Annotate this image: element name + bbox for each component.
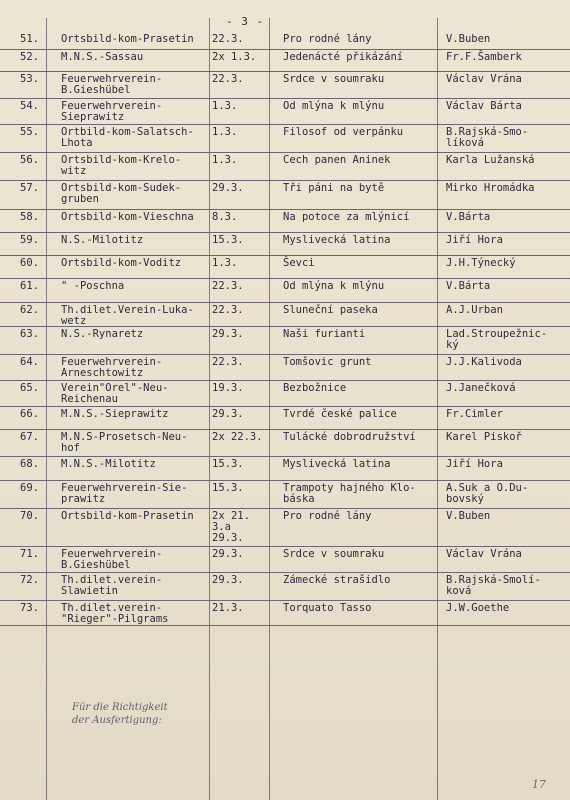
organization: Th.dilet.Verein-Luka- wetz xyxy=(61,304,194,327)
organization: M.N.S.-Sassau xyxy=(61,51,144,63)
table-row xyxy=(0,456,570,481)
play-title: Srdce v soumraku xyxy=(283,73,385,85)
entry-number: 70. xyxy=(20,510,39,522)
entry-number: 71. xyxy=(20,548,39,560)
table-row xyxy=(0,209,570,233)
author-name: A.Suk a O.Du- bovský xyxy=(446,482,529,505)
organization: Feuerwehrverein-Sie- prawitz xyxy=(61,482,188,505)
performance-date: 1.3. xyxy=(212,257,238,269)
organization: M.N.S-Prosetsch-Neu- hof xyxy=(61,431,188,454)
table-row xyxy=(0,572,570,601)
performance-date: 2x 1.3. xyxy=(212,51,257,63)
organization: Feuerwehrverein- B.Gieshübel xyxy=(61,548,163,571)
performance-date: 29.3. xyxy=(212,574,244,586)
organization: M.N.S.-Milotitz xyxy=(61,458,156,470)
performance-date: 15.3. xyxy=(212,458,244,470)
play-title: Trampoty hajného Klo- báska xyxy=(283,482,416,505)
organization: Ortsbild-kom-Voditz xyxy=(61,257,182,269)
performance-date: 15.3. xyxy=(212,482,244,494)
table-row xyxy=(0,71,570,99)
table-row xyxy=(0,49,570,72)
performance-date: 29.3. xyxy=(212,328,244,340)
organization: M.N.S.-Sieprawitz xyxy=(61,408,169,420)
performance-date: 22.3. xyxy=(212,304,244,316)
author-name: Karel Piskoř xyxy=(446,431,522,443)
author-name: Karla Lužanská xyxy=(446,154,535,166)
entry-number: 63. xyxy=(20,328,39,340)
author-name: Jiří Hora xyxy=(446,234,503,246)
play-title: Tvrdé české palice xyxy=(283,408,397,420)
performance-date: 2x 22.3. xyxy=(212,431,263,443)
author-name: J.H.Týnecký xyxy=(446,257,516,269)
play-title: Ševci xyxy=(283,257,315,269)
author-name: Mirko Hromádka xyxy=(446,182,535,194)
performance-date: 2x 21. 3.a 29.3. xyxy=(212,510,250,544)
performance-date: 15.3. xyxy=(212,234,244,246)
play-title: Pro rodné lány xyxy=(283,33,372,45)
table-row xyxy=(0,406,570,430)
entry-number: 51. xyxy=(20,33,39,45)
table-row xyxy=(0,380,570,407)
entry-number: 57. xyxy=(20,182,39,194)
play-title: Naši furianti xyxy=(283,328,366,340)
table-row xyxy=(0,98,570,125)
entry-number: 53. xyxy=(20,73,39,85)
performance-date: 21.3. xyxy=(212,602,244,614)
entry-number: 65. xyxy=(20,382,39,394)
entry-number: 69. xyxy=(20,482,39,494)
table-row xyxy=(0,354,570,381)
play-title: Cech panen Aninek xyxy=(283,154,391,166)
author-name: Lad.Stroupežnic- ký xyxy=(446,328,548,351)
table-row xyxy=(0,31,570,50)
performance-date: 22.3. xyxy=(212,33,244,45)
entry-number: 64. xyxy=(20,356,39,368)
entry-number: 73. xyxy=(20,602,39,614)
play-title: Myslivecká latina xyxy=(283,458,391,470)
author-name: J.W.Goethe xyxy=(446,602,510,614)
entry-number: 60. xyxy=(20,257,39,269)
entry-number: 55. xyxy=(20,126,39,138)
certification-note: Für die Richtigkeit der Ausfertigung: xyxy=(72,702,168,726)
author-name: J.Janečková xyxy=(446,382,516,394)
entry-number: 61. xyxy=(20,280,39,292)
play-title: Od mlýna k mlýnu xyxy=(283,280,385,292)
corner-mark: 17 xyxy=(532,778,546,791)
play-title: Pro rodné lány xyxy=(283,510,372,522)
table-row xyxy=(0,326,570,355)
table-row xyxy=(0,480,570,509)
performance-date: 19.3. xyxy=(212,382,244,394)
play-title: Filosof od verpánku xyxy=(283,126,404,138)
play-title: Bezbožnice xyxy=(283,382,347,394)
author-name: B.Rajská-Smolí- ková xyxy=(446,574,541,597)
entry-number: 68. xyxy=(20,458,39,470)
play-title: Jedenácté přikázání xyxy=(283,51,404,63)
play-title: Torquato Tasso xyxy=(283,602,372,614)
author-name: A.J.Urban xyxy=(446,304,503,316)
table-row xyxy=(0,429,570,457)
table-row xyxy=(0,124,570,153)
play-title: Tulácké dobrodružství xyxy=(283,431,416,443)
entry-number: 72. xyxy=(20,574,39,586)
table-row xyxy=(0,232,570,256)
author-name: Václav Vrána xyxy=(446,548,522,560)
author-name: B.Rajská-Smo- líková xyxy=(446,126,529,149)
organization: Ortbild-kom-Salatsch- Lhota xyxy=(61,126,194,149)
organization: Feuerwehrverein- Arneschtowitz xyxy=(61,356,163,379)
entry-number: 66. xyxy=(20,408,39,420)
author-name: J.J.Kalivoda xyxy=(446,356,522,368)
play-title: Zámecké strašidlo xyxy=(283,574,391,586)
organization: " -Poschna xyxy=(61,280,125,292)
entry-number: 52. xyxy=(20,51,39,63)
entry-number: 62. xyxy=(20,304,39,316)
table-row xyxy=(0,600,570,626)
performance-date: 29.3. xyxy=(212,408,244,420)
play-title: Myslivecká latina xyxy=(283,234,391,246)
play-title: Tři páni na bytě xyxy=(283,182,385,194)
organization: Verein"Orel"-Neu- Reichenau xyxy=(61,382,169,405)
entry-number: 56. xyxy=(20,154,39,166)
table-row xyxy=(0,152,570,181)
author-name: Fr.F.Šamberk xyxy=(446,51,522,63)
performance-date: 1.3. xyxy=(212,154,238,166)
performance-date: 1.3. xyxy=(212,126,238,138)
performance-date: 29.3. xyxy=(212,182,244,194)
entry-number: 54. xyxy=(20,100,39,112)
page-number: - 3 - xyxy=(226,15,265,28)
performance-date: 8.3. xyxy=(212,211,238,223)
entry-number: 67. xyxy=(20,431,39,443)
organization: Th.dilet.verein- "Rieger"-Pilgrams xyxy=(61,602,169,625)
play-title: Sluneční paseka xyxy=(283,304,378,316)
performance-date: 29.3. xyxy=(212,548,244,560)
author-name: Fr.Cimler xyxy=(446,408,503,420)
table-row xyxy=(0,278,570,303)
entry-number: 59. xyxy=(20,234,39,246)
organization: Ortsbild-kom-Vieschna xyxy=(61,211,194,223)
table-row xyxy=(0,255,570,279)
performance-date: 22.3. xyxy=(212,73,244,85)
performance-date: 22.3. xyxy=(212,280,244,292)
performance-date: 1.3. xyxy=(212,100,238,112)
play-title: Na potoce za mlýnicí xyxy=(283,211,410,223)
author-name: Václav Vrána xyxy=(446,73,522,85)
entry-number: 58. xyxy=(20,211,39,223)
organization: Ortsbild-kom-Krelo- witz xyxy=(61,154,182,177)
author-name: V.Bárta xyxy=(446,211,491,223)
organization: Ortsbild-kom-Sudek- gruben xyxy=(61,182,182,205)
table-row xyxy=(0,508,570,547)
organization: Feuerwehrverein- Sieprawitz xyxy=(61,100,163,123)
organization: Ortsbild-kom-Prasetin xyxy=(61,33,194,45)
table-row xyxy=(0,546,570,573)
author-name: V.Buben xyxy=(446,33,491,45)
organization: N.S.-Milotitz xyxy=(61,234,144,246)
table-row xyxy=(0,302,570,327)
table-row xyxy=(0,180,570,210)
author-name: Jiří Hora xyxy=(446,458,503,470)
author-name: V.Bárta xyxy=(446,280,491,292)
organization: Th.dilet.verein- Slawietin xyxy=(61,574,163,597)
organization: N.S.-Rynaretz xyxy=(61,328,144,340)
author-name: Václav Bárta xyxy=(446,100,522,112)
play-title: Od mlýna k mlýnu xyxy=(283,100,385,112)
author-name: V.Buben xyxy=(446,510,491,522)
organization: Ortsbild-kom-Prasetin xyxy=(61,510,194,522)
play-title: Srdce v soumraku xyxy=(283,548,385,560)
play-title: Tomšovic grunt xyxy=(283,356,372,368)
organization: Feuerwehrverein- B.Gieshübel xyxy=(61,73,163,96)
performance-date: 22.3. xyxy=(212,356,244,368)
